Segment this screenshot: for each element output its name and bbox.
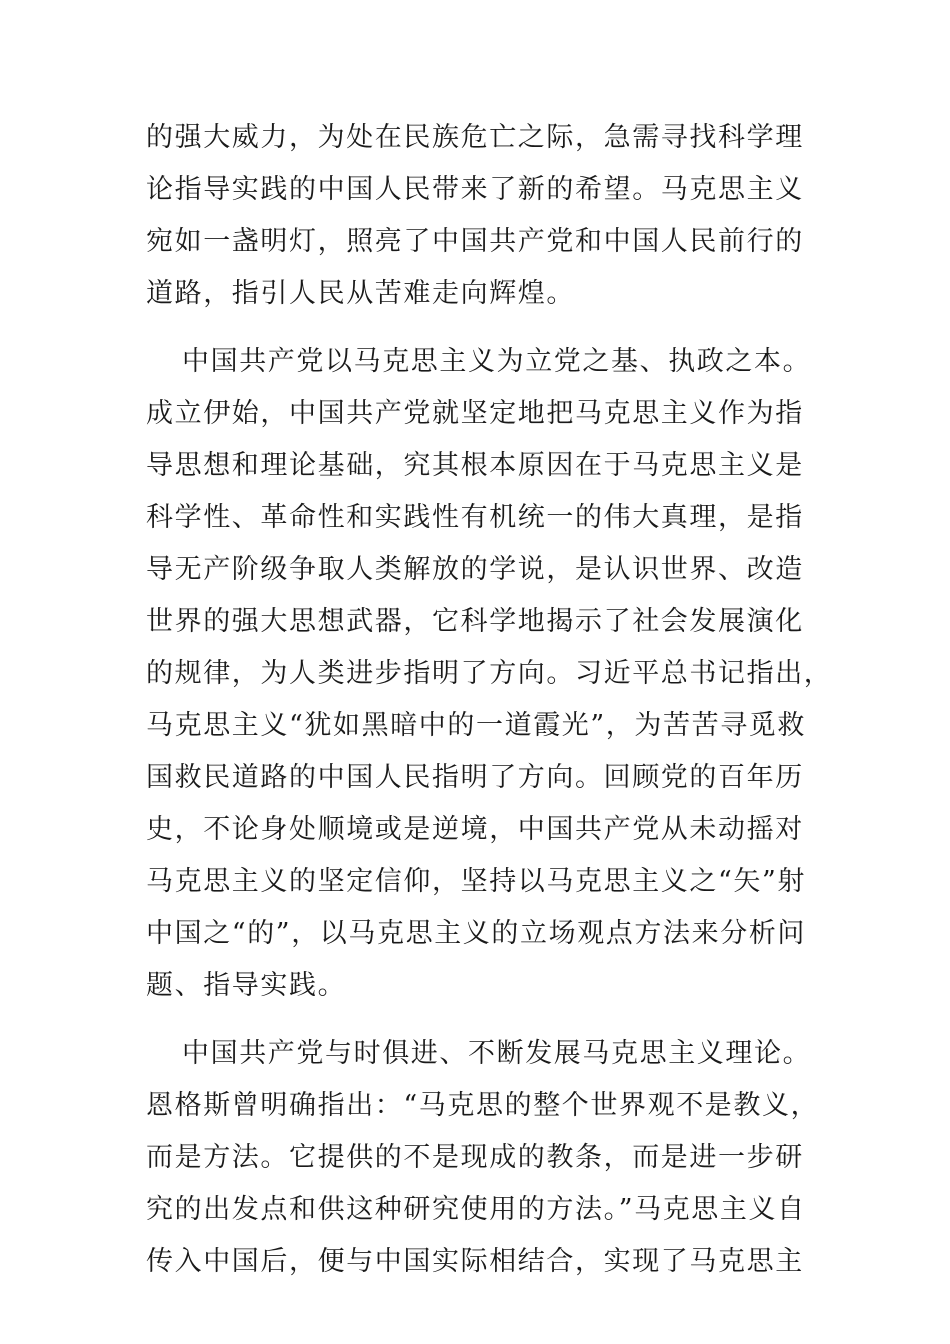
text-line: 成立伊始，中国共产党就坚定地把马克思主义作为指 (146, 398, 804, 429)
text-line: 史，不论身处顺境或是逆境，中国共产党从未动摇对 (146, 814, 804, 845)
text-line: 的规律，为人类进步指明了方向。习近平总书记指出， (146, 658, 833, 689)
document-page (146, 112, 833, 1288)
paragraph-2 (146, 336, 833, 1012)
text-line: 导无产阶级争取人类解放的学说，是认识世界、改造 (146, 554, 804, 585)
paragraph-spacer (146, 320, 810, 336)
text-line: 究的出发点和供这种研究使用的方法。”马克思主义自 (146, 1194, 806, 1225)
text-line: 马克思主义“犹如黑暗中的一道霞光”，为苦苦寻觅救 (146, 710, 807, 741)
text-line: 中国之“的”，以马克思主义的立场观点方法来分析问 (146, 918, 807, 949)
paragraph-3 (146, 1028, 820, 1288)
text-line: 马克思主义的坚定信仰，坚持以马克思主义之“矢”射 (146, 866, 807, 897)
text-line: 科学性、革命性和实践性有机统一的伟大真理，是指 (146, 502, 804, 533)
text-line: 传入中国后，便与中国实际相结合，实现了马克思主 (146, 1246, 804, 1277)
text-line: 中国共产党以马克思主义为立党之基、执政之本。 (182, 346, 812, 377)
paragraph-1 (146, 112, 810, 320)
text-line: 宛如一盏明灯，照亮了中国共产党和中国人民前行的 (146, 226, 804, 257)
text-line: 而是方法。它提供的不是现成的教条，而是进一步研 (146, 1142, 804, 1173)
text-line: 题、指导实践。 (146, 970, 347, 1001)
text-line: 道路，指引人民从苦难走向辉煌。 (146, 278, 575, 309)
text-line: 论指导实践的中国人民带来了新的希望。马克思主义 (146, 174, 804, 205)
text-line: 恩格斯曾明确指出：“马克思的整个世界观不是教义， (146, 1090, 820, 1121)
text-line: 国救民道路的中国人民指明了方向。回顾党的百年历 (146, 762, 804, 793)
text-line: 世界的强大思想武器，它科学地揭示了社会发展演化 (146, 606, 804, 637)
text-line: 中国共产党与时俱进、不断发展马克思主义理论。 (182, 1038, 812, 1069)
text-line: 导思想和理论基础，究其根本原因在于马克思主义是 (146, 450, 804, 481)
paragraph-spacer (146, 1012, 810, 1028)
text-line: 的强大威力，为处在民族危亡之际，急需寻找科学理 (146, 122, 804, 153)
